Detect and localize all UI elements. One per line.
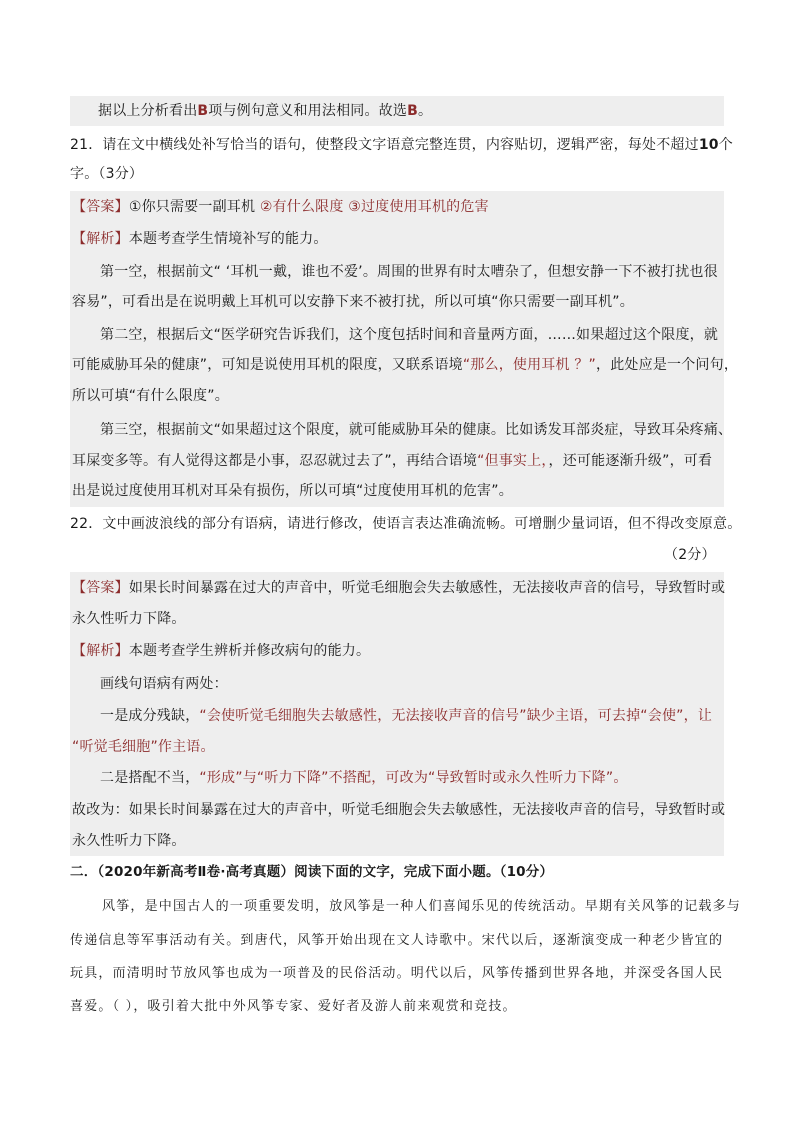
p3-explanation: “形成”与“听力下降”不搭配，可改为“导致暂时或永久性听力下降”。: [199, 770, 628, 786]
question-22-line1: 22．文中画波浪线的部分有语病，请进行修改，使语言表达准确流畅。可增删少量词语，但不得改变原意。: [70, 516, 742, 532]
conclusion-text-mid: 项与例句意义和用法相同。故选: [208, 103, 408, 119]
analysis-21-text: 本题考查学生情境补写的能力。: [128, 231, 328, 247]
p2-quote: “那么，使用耳机 ？”: [462, 357, 597, 373]
answer-21-line: [72, 197, 489, 217]
analysis-22-p2-l2: “听觉毛细胞”作主语。: [72, 739, 215, 755]
passage-line-3: 玩具，而清明时节放风筝也成为一项普及的民俗活动。明代以后，风筝传播到世界各地，并深受各国人民: [70, 966, 724, 981]
question-22-score: （2分）: [664, 547, 716, 563]
answer-22-text: 如果长时间暴露在过大的声音中，听觉毛细胞会失去敏感性，无法接收声音的信号，导致暂时或: [128, 580, 726, 596]
passage-line-4: 喜爱。（ ），吸引着大批中外风筝专家、爱好者及游人前来观赏和竞技。: [70, 999, 517, 1014]
analysis-21-p2-l1: 第二空，根据后文“医学研究告诉我们，这个度包括时间和音量两方面，……如果超过这个限度，就: [100, 327, 719, 343]
p3-lead: 二是搭配不当，: [100, 770, 200, 786]
analysis-21-p2-l2: [72, 355, 738, 375]
p1-text-a: 第一空，根据前文“: [100, 264, 226, 280]
question-21-end: 个: [718, 137, 733, 153]
p2-text-a: 可能威胁耳朵的健康”，可知是说使用耳机的限度，又联系语境: [72, 357, 463, 373]
section-2-title: 二．（2020年新高考Ⅱ卷·高考真题）阅读下面的文字，完成下面小题。（10分）: [70, 864, 554, 880]
answer-22-line1: [72, 578, 725, 598]
passage-line-2: 传递信息等军事活动有关。到唐代，风筝开始出现在文人诗歌中。宋代以后，逐渐演变成一种老少皆宜的: [70, 933, 724, 948]
option-b-label-2: B: [407, 103, 418, 119]
analysis-22-p2-l1: [100, 706, 712, 726]
analysis-22-p4-l1: 故改为：如果长时间暴露在过大的声音中，听觉毛细胞会失去敏感性，无法接收声音的信号，导致暂时或: [72, 802, 726, 818]
question-21-line1: [70, 135, 733, 155]
analysis-21-line: [72, 229, 328, 249]
conclusion-end: 。: [417, 103, 433, 119]
analysis-21-p1-l1: [100, 262, 718, 282]
analysis-21-p3-l3: 出是说过度使用耳机对耳朵有损伤，所以可填“过度使用耳机的危害”。: [72, 483, 513, 499]
p3-quote: “但事实上，: [477, 453, 549, 469]
question-21-text: 21．请在文中横线处补写恰当的语句，使整段文字语意完整连贯，内容贴切，逻辑严密，每处不超过: [70, 137, 699, 153]
p2-lead: 一是成分残缺，: [100, 708, 200, 724]
analysis-22-line: [72, 641, 370, 661]
p2-text-c: ，此处应是一个问句，: [596, 357, 739, 373]
answer-22-line2: 永久性听力下降。: [72, 611, 186, 627]
p1-quote: ‘耳机一戴，谁也不爱’: [225, 264, 363, 280]
analysis-22-p4-l2: 永久性听力下降。: [72, 833, 186, 849]
analysis-22-p3: [100, 768, 628, 788]
answer-21-rest: ②有什么限度 ③过度使用耳机的危害: [255, 199, 489, 215]
conclusion-text: 据以上分析看出: [98, 103, 198, 119]
answer-tag: 【答案】: [72, 580, 129, 596]
option-b-label: B: [197, 103, 209, 119]
analysis-21-p3-l1: 第三空，根据前文“如果超过这个限度，就可能威胁耳朵的健康。比如诱发耳部炎症，导致耳朵疼痛、: [100, 422, 733, 438]
word-limit: 10: [698, 137, 719, 153]
question-21-line2: 字。（3分）: [70, 166, 144, 182]
analysis-21-p2-l3: 所以可填“有什么限度”。: [72, 388, 229, 404]
p3-text-a: 耳屎变多等。有人觉得这都是小事，忍忍就过去了”，再结合语境: [72, 453, 478, 469]
conclusion-line: [98, 101, 432, 121]
analysis-22-p1: 画线句语病有两处：: [100, 676, 228, 692]
p1-text-c: 。周围的世界有时太嘈杂了，但想安静一下不被打扰也很: [362, 264, 718, 280]
analysis-tag: 【解析】: [72, 643, 129, 659]
analysis-21-p3-l2: [72, 451, 712, 471]
answer-21-first: ①你只需要一副耳机: [128, 199, 256, 215]
p3-text-c: ，还可能逐渐升级”，可看: [548, 453, 713, 469]
answer-tag: 【答案】: [72, 199, 129, 215]
analysis-22-text: 本题考查学生辨析并修改病句的能力。: [128, 643, 371, 659]
p2-explanation: “会使听觉毛细胞失去敏感性，无法接收声音的信号”缺少主语，可去掉“会使”，让: [199, 708, 713, 724]
analysis-tag: 【解析】: [72, 231, 129, 247]
passage-line-1: 风筝，是中国古人的一项重要发明，放风筝是一种人们喜闻乐见的传统活动。早期有关风筝的记载多与: [102, 899, 742, 914]
analysis-21-p1-l2: 容易”，可看出是在说明戴上耳机可以安静下来不被打扰，所以可填“你只需要一副耳机”。: [72, 294, 634, 310]
